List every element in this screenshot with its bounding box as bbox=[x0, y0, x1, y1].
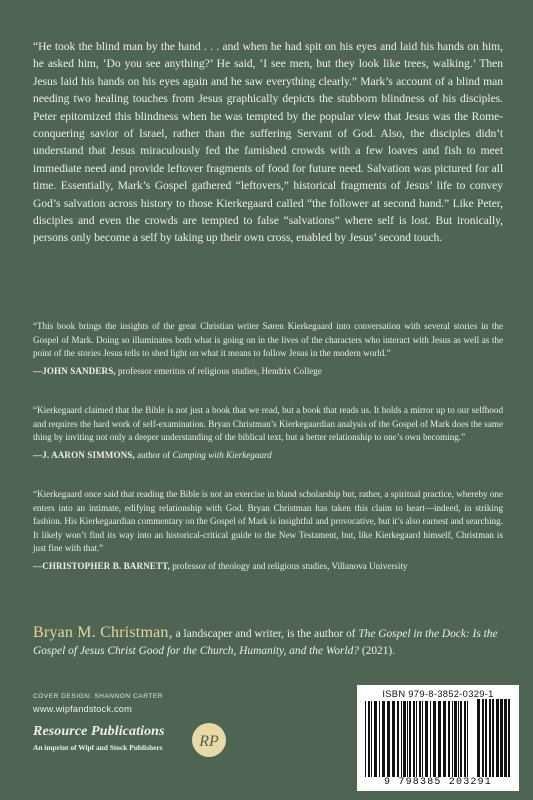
barcode-bar bbox=[477, 699, 480, 777]
endorsement-attribution bbox=[33, 560, 503, 574]
barcode-bar bbox=[419, 701, 421, 777]
barcode-bar bbox=[454, 701, 457, 777]
author-previous-book: The Gospel in the Dock: Is the Gospel of Jesus Christ Good for the Church, Humanity, and the World? bbox=[33, 628, 498, 658]
endorsement-attribution bbox=[33, 449, 503, 463]
barcode-bar bbox=[422, 701, 423, 777]
barcode-bar bbox=[452, 701, 453, 777]
author-bio-text: a landscaper and writer, is the author of bbox=[172, 628, 359, 640]
author-name: Bryan M. Christman, bbox=[33, 624, 173, 641]
author-bio bbox=[33, 624, 503, 660]
barcode-bars-icon bbox=[365, 701, 469, 777]
barcode-digits: 9 798385 203291 bbox=[383, 777, 492, 788]
endorser-title: professor of theology and religious studies, Villanova University bbox=[169, 560, 408, 571]
barcode-bar bbox=[458, 701, 459, 777]
price-barcode-icon bbox=[477, 699, 513, 777]
barcode-bar bbox=[401, 701, 402, 777]
barcode-bar bbox=[460, 701, 462, 777]
barcode-bar bbox=[482, 699, 484, 777]
barcode-bar bbox=[407, 701, 408, 777]
endorsement-quote: “Kierkegaard claimed that the Bible is not just a book that we read, but a book that reads us. It holds a mirror up to our selfhood and requires the hard work of self-examination. Bryan Christman’s Kierkegaardian analysis of the Gospel of Mark does the same thing by inviting not only a deeper understanding of the biblical text, but a better relationship to one’s own becoming.” bbox=[33, 405, 503, 443]
publisher-name: Resource Publications bbox=[33, 724, 165, 739]
endorser-book-title: Camping with Kierkegaard bbox=[172, 449, 272, 460]
endorsement-simmons bbox=[33, 404, 503, 462]
barcode-bar bbox=[392, 701, 395, 777]
publisher-imprint: An imprint of Wipf and Stock Publishers bbox=[33, 743, 163, 752]
endorsement-barnett bbox=[33, 488, 503, 574]
barcode-bar bbox=[496, 699, 499, 777]
barcode-bar bbox=[467, 701, 468, 777]
barcode-bar bbox=[448, 701, 450, 777]
barcode-bar bbox=[397, 701, 399, 777]
publisher-logo-icon bbox=[191, 722, 227, 758]
barcode-bar bbox=[409, 701, 411, 777]
publisher-website: www.wipfandstock.com bbox=[33, 704, 132, 714]
author-bio-year: (2021). bbox=[359, 645, 396, 658]
barcode-bar bbox=[387, 701, 390, 777]
endorsement-quote: “Kierkegaard once said that reading the Bible is not an exercise in bland scholarship but, rather, a spiritual practice, whereby one enters into an intimate, edifying relationship with God. Bryan Christman has taken this claim to heart—indeed, in striking fashion. His Kierkegaardian commentary on the Gospel of Mark is insightful and provocative, but it’s also earnest and searching. It likely won’t find its way into an historical-critical guide to the New Testament, but, like Kierkegaard himself, Christman is just fine with that.” bbox=[33, 489, 503, 554]
barcode-bar bbox=[464, 701, 466, 777]
barcode-bar bbox=[371, 701, 372, 777]
barcode-bar bbox=[379, 701, 380, 777]
barcode-bar bbox=[489, 699, 491, 777]
barcode-bar bbox=[504, 699, 507, 777]
endorsement-attribution bbox=[33, 365, 503, 379]
barcode-bar bbox=[425, 701, 428, 777]
barcode-bar bbox=[500, 699, 503, 777]
endorser-title: author of bbox=[134, 449, 173, 460]
endorser-title: professor emeritus of religious studies, Hendrix College bbox=[115, 365, 322, 376]
barcode-bar bbox=[433, 701, 436, 777]
endorser-name: —J. AARON SIMMONS, bbox=[33, 449, 135, 460]
barcode-bar bbox=[492, 699, 494, 777]
barcode-bar bbox=[403, 701, 406, 777]
publisher-logo-letters: RP bbox=[199, 733, 219, 750]
barcode-bar bbox=[485, 699, 487, 777]
isbn-barcode bbox=[357, 685, 519, 791]
barcode-bar bbox=[416, 701, 417, 777]
barcode-bar bbox=[382, 701, 385, 777]
back-cover-blurb: “He took the blind man by the hand . . . and when he had spit on his eyes and laid his hands on him, he asked him, ‘Do you see anything?’ He said, ‘I see men, but they look like trees, walking.’ Then Jesus laid his hands on his eyes again and he saw everything clearly.” Mark’s account of a blind man needing two healing touches from Jesus graphically depicts the stubborn blindness of his disciples. Peter epitomized this blindness when he was tempted by the popular view that Jesus was the Rome-conquering savior of Israel, rather than the suffering Servant of God. Also, the disciples didn’t understand that Jesus miraculously fed the famished crowds with a few loaves and fish to meet immediate need and provide leftover fragments of food for future need. Salvation was pictured for all time. Essentially, Mark’s Gospel gathered “leftovers,” historical fragments of Jesus’ life to convey God’s salvation across history to those Kierkegaard called “the follower at second hand.” Like Peter, disciples and even the crowds are tempted to false “salvations” where self is lost. But ironically, persons only become a self by taking up their own cross, enabled by Jesus’ second touch. bbox=[33, 40, 503, 245]
barcode-bar bbox=[438, 701, 441, 777]
barcode-bar bbox=[508, 699, 510, 777]
endorsement-sanders bbox=[33, 320, 503, 378]
endorser-name: —CHRISTOPHER B. BARNETT, bbox=[33, 560, 170, 571]
barcode-bar bbox=[430, 701, 431, 777]
barcode-bar bbox=[374, 701, 377, 777]
cover-design-credit: COVER DESIGN: SHANNON CARTER bbox=[33, 693, 164, 700]
endorsement-quote: “This book brings the insights of the great Christian writer Søren Kierkegaard into conversation with several stories in the Gospel of Mark. Doing so illuminates both what is going on in the lives of the characters who interact with Jesus as well as the point of the stories Jesus tells to shed light on what it means to follow Jesus in the modern world.” bbox=[33, 321, 503, 359]
barcode-bar bbox=[443, 701, 446, 777]
barcode-bar bbox=[368, 701, 370, 777]
barcode-bar bbox=[365, 701, 366, 777]
barcode-bar bbox=[413, 701, 415, 777]
endorser-name: —JOHN SANDERS, bbox=[33, 365, 116, 376]
isbn-number: ISBN 979-8-3852-0329-1 bbox=[382, 688, 494, 699]
